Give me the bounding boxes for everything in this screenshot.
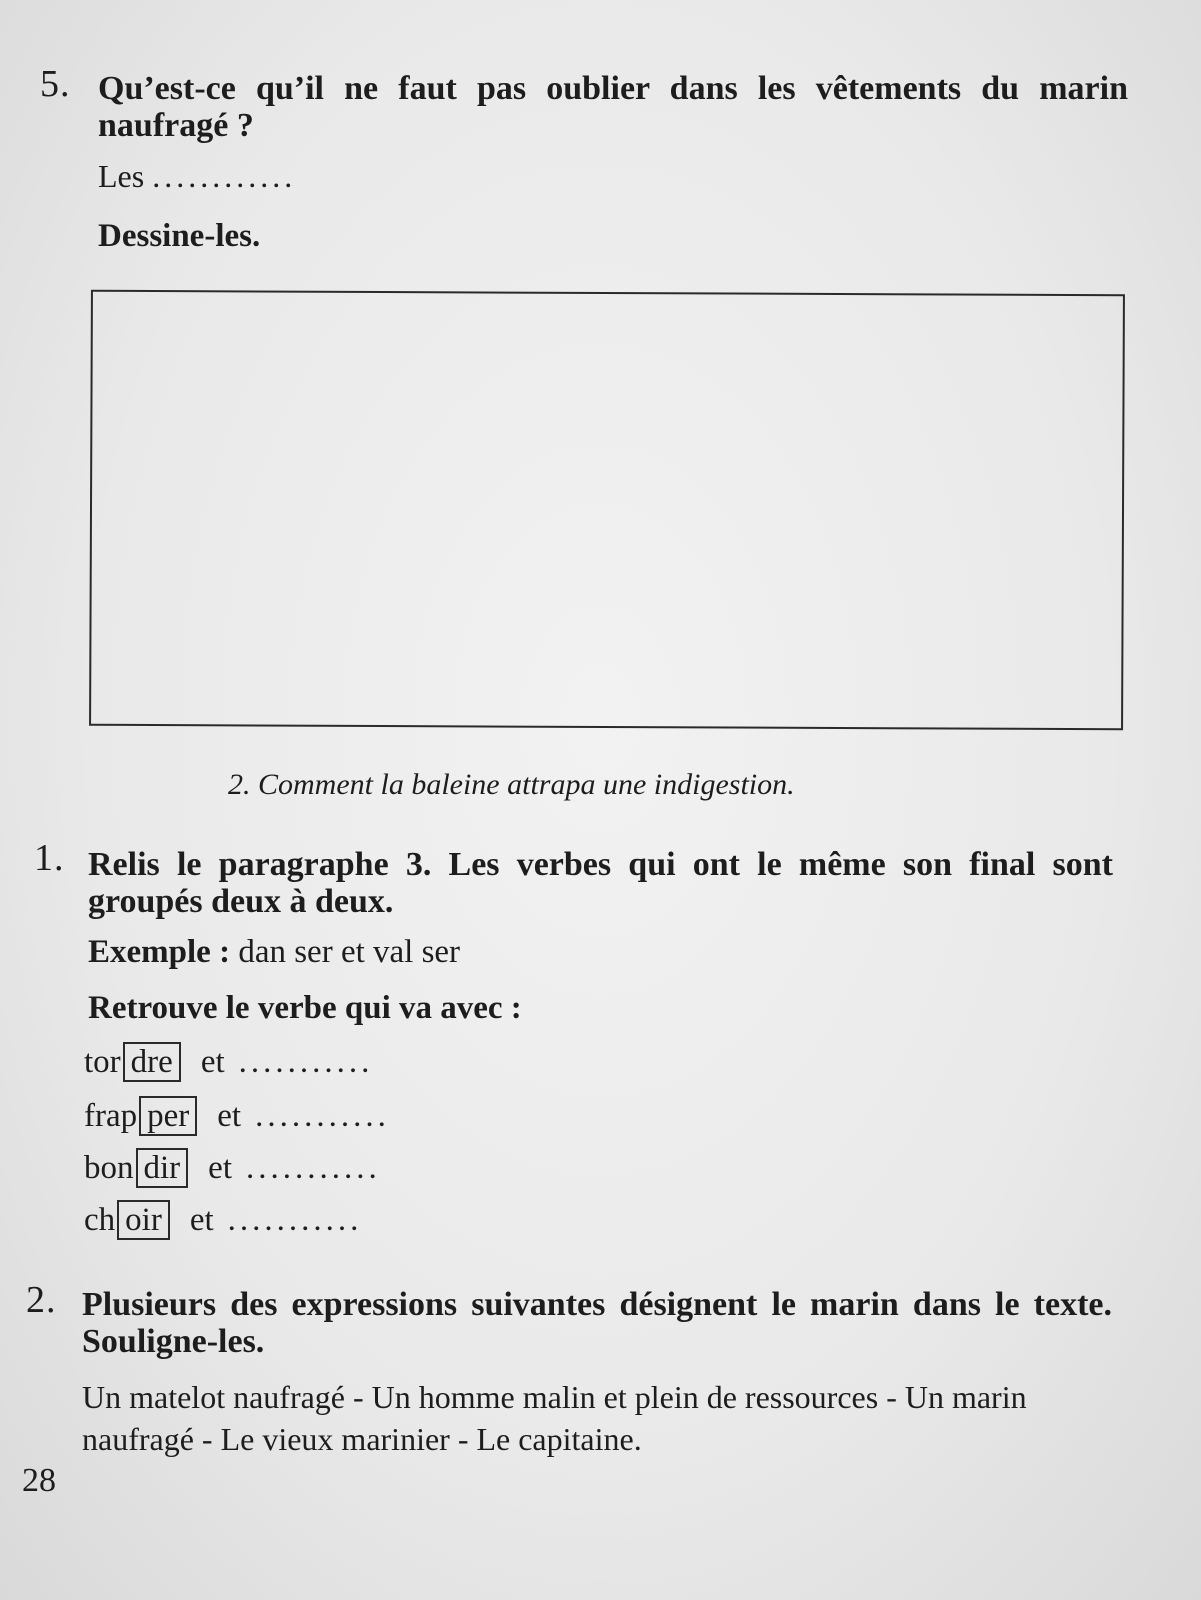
expressions-list[interactable]: Un matelot naufragé - Un homme malin et plein de ressources - Un marin naufragé - Le vieux marinier - Le capitaine. <box>82 1379 1027 1457</box>
question-text: Qu’est-ce qu’il ne faut pas oublier dans les vêtements du marin naufragé ? <box>98 70 1128 144</box>
question-number: 1. <box>34 837 65 879</box>
example-line <box>88 934 460 971</box>
blank-dots[interactable]: ........... <box>227 1202 363 1238</box>
verb-row <box>84 1096 390 1136</box>
question-text: Plusieurs des expressions suivantes désignent le marin dans le texte. Souligne-les. <box>82 1286 1112 1360</box>
instruction: Retrouve le verbe qui va avec : <box>88 990 522 1026</box>
connector: et <box>217 1098 242 1134</box>
verb-ending-box: dir <box>136 1148 189 1188</box>
answer-prefix: Les <box>98 158 145 194</box>
drawing-box[interactable] <box>89 290 1125 731</box>
blank-dots[interactable]: ........... <box>238 1044 374 1080</box>
verb-stem: frap <box>84 1098 138 1134</box>
connector: et <box>200 1044 225 1080</box>
verb-ending-box: dre <box>123 1042 181 1082</box>
blank-dots: ............ <box>152 158 297 194</box>
connector: et <box>189 1202 214 1238</box>
blank-dots[interactable]: ........... <box>255 1098 390 1134</box>
section-caption: 2. Comment la baleine attrapa une indigestion. <box>228 768 795 801</box>
example-text: dan ser et val ser <box>238 934 461 970</box>
verb-row <box>84 1042 373 1082</box>
connector: et <box>208 1150 232 1186</box>
verb-row <box>84 1148 381 1188</box>
verb-ending-box: oir <box>117 1200 170 1240</box>
question-number: 2. <box>26 1279 57 1321</box>
verb-stem: bon <box>84 1150 134 1186</box>
instruction: Dessine-les. <box>98 218 261 254</box>
question-number: 5. <box>40 63 71 105</box>
question-text: Relis le paragraphe 3. Les verbes qui ont le même son final sont groupés deux à deux. <box>88 846 1113 920</box>
verb-row <box>84 1200 362 1240</box>
answer-line <box>98 158 296 195</box>
verb-stem: tor <box>84 1044 121 1080</box>
page-number: 28 <box>22 1462 56 1499</box>
verb-stem: ch <box>84 1202 116 1238</box>
blank-dots[interactable]: ........... <box>246 1150 381 1186</box>
verb-ending-box: per <box>139 1096 197 1136</box>
example-label: Exemple : <box>88 934 231 970</box>
